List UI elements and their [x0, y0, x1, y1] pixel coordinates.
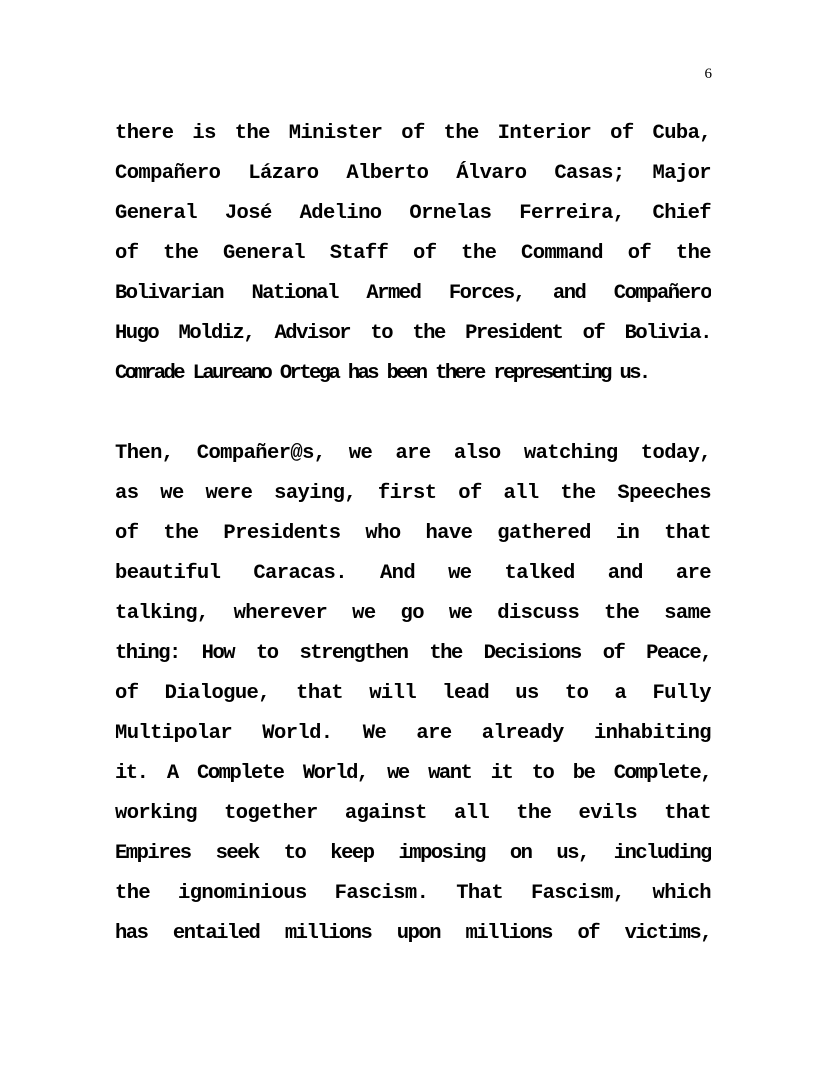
paragraph-2: [115, 434, 711, 954]
body-text: [115, 114, 711, 954]
text-line: Multipolar World. We are already inhabiting: [115, 722, 711, 745]
text-line: the ignominious Fascism. That Fascism, which: [115, 882, 711, 905]
text-line: talking, wherever we go we discuss the same: [115, 602, 711, 625]
page-number: 6: [704, 66, 712, 82]
text-line: of the Presidents who have gathered in that: [115, 522, 711, 545]
paragraph-1: [115, 114, 711, 394]
text-line: General José Adelino Ornelas Ferreira, Chief: [115, 202, 711, 225]
text-line: of Dialogue, that will lead us to a Fully: [115, 682, 711, 705]
text-line: Comrade Laureano Ortega has been there representing us.: [115, 362, 649, 385]
text-line: Then, Compañer@s, we are also watching today,: [115, 442, 711, 465]
text-line: Hugo Moldiz, Advisor to the President of Bolivia.: [115, 322, 711, 345]
text-line: Empires seek to keep imposing on us, including: [115, 842, 711, 865]
text-line: working together against all the evils that: [115, 802, 711, 825]
text-line: beautiful Caracas. And we talked and are: [115, 562, 711, 585]
text-line: of the General Staff of the Command of the: [115, 242, 711, 265]
text-line: Bolivarian National Armed Forces, and Compañero: [115, 282, 711, 305]
text-line: Compañero Lázaro Alberto Álvaro Casas; Major: [115, 162, 711, 185]
text-line: it. A Complete World, we want it to be Complete,: [115, 762, 711, 785]
text-line: there is the Minister of the Interior of Cuba,: [115, 122, 711, 145]
text-line: has entailed millions upon millions of victims,: [115, 922, 711, 945]
text-line: as we were saying, first of all the Speeches: [115, 482, 711, 505]
text-line: thing: How to strengthen the Decisions of Peace,: [115, 642, 711, 665]
